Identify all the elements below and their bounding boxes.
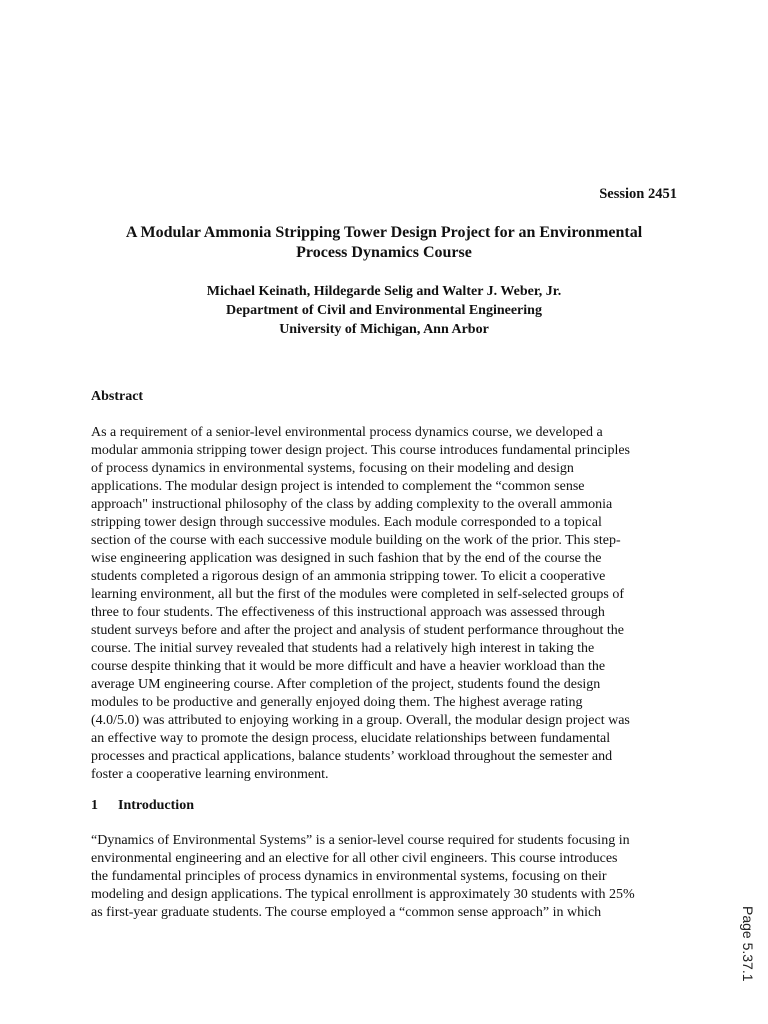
introduction-line: the fundamental principles of process dynamics in environmental systems, focusing on their	[91, 869, 607, 884]
title-line: A Modular Ammonia Stripping Tower Design Project for an Environmental	[125, 224, 643, 241]
introduction-line: modeling and design applications. The typical enrollment is approximately 30 students with 25%	[91, 887, 635, 902]
author-names: Michael Keinath, Hildegarde Selig and Walter J. Weber, Jr.	[206, 284, 562, 299]
abstract-line: foster a cooperative learning environment.	[91, 767, 329, 782]
paper-title	[80, 223, 688, 263]
abstract-line: (4.0/5.0) was attributed to enjoying working in a group. Overall, the modular design project was	[91, 713, 630, 728]
abstract-line: As a requirement of a senior-level environmental process dynamics course, we developed a	[91, 425, 603, 440]
abstract-line: processes and practical applications, balance students’ workload throughout the semester and	[91, 749, 613, 764]
author-block	[80, 282, 688, 339]
abstract-line: of process dynamics in environmental systems, focusing on their modeling and design	[91, 461, 574, 476]
abstract-line: learning environment, all but the first of the modules were completed in self-selected groups of	[91, 587, 625, 602]
abstract-body	[91, 424, 691, 784]
abstract-line: wise engineering application was designed in such fashion that by the end of the course the	[91, 551, 602, 566]
abstract-line: applications. The modular design project is intended to complement the “common sense	[91, 479, 585, 494]
introduction-line: environmental engineering and an elective for all other civil engineers. This course introduces	[91, 851, 618, 866]
abstract-line: section of the course with each successive module building on the work of the prior. This step-	[91, 533, 621, 548]
abstract-heading: Abstract	[91, 389, 144, 404]
page-number-label: Page 5.37.1	[740, 906, 756, 982]
abstract-line: stripping tower design through successive modules. Each module corresponded to a topical	[91, 515, 602, 530]
section-number: 1	[91, 798, 98, 813]
page-number	[736, 906, 756, 996]
author-department: Department of Civil and Environmental Engineering	[226, 303, 542, 318]
introduction-line: “Dynamics of Environmental Systems” is a senior-level course required for students focusing in	[91, 833, 630, 848]
introduction-line: as first-year graduate students. The course employed a “common sense approach” in which	[91, 905, 602, 920]
abstract-line: average UM engineering course. After completion of the project, students found the design	[91, 677, 601, 692]
abstract-line: students completed a rigorous design of an ammonia stripping tower. To elicit a cooperative	[91, 569, 606, 584]
introduction-body	[91, 832, 691, 922]
author-university: University of Michigan, Ann Arbor	[279, 322, 489, 337]
abstract-line: an effective way to promote the design process, elucidate relationships between fundamental	[91, 731, 611, 746]
abstract-line: course. The initial survey revealed that students had a relatively high interest in taking the	[91, 641, 595, 656]
abstract-line: modular ammonia stripping tower design project. This course introduces fundamental principles	[91, 443, 630, 458]
abstract-line: student surveys before and after the project and analysis of student performance throughout the	[91, 623, 624, 638]
abstract-line: course despite thinking that it would be more difficult and have a heavier workload than the	[91, 659, 606, 674]
abstract-line: modules to be productive and generally enjoyed doing them. The highest average rating	[91, 695, 583, 710]
abstract-line: three to four students. The effectiveness of this instructional approach was assessed through	[91, 605, 605, 620]
title-line: Process Dynamics Course	[296, 244, 472, 261]
abstract-line: approach" instructional philosophy of the class by adding complexity to the overall ammonia	[91, 497, 613, 512]
session-label: Session 2451	[599, 186, 677, 202]
section-title: Introduction	[118, 798, 194, 813]
section-heading-introduction	[91, 798, 194, 814]
